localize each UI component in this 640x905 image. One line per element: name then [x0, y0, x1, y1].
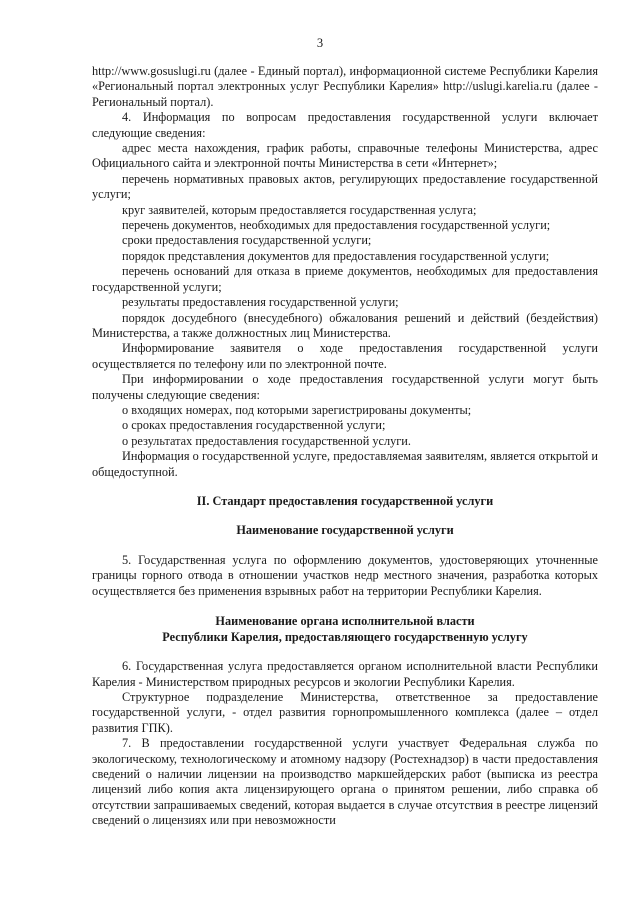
subheading-authority-line1: Наименование органа исполнительной власти — [215, 614, 475, 629]
paragraph: Структурное подразделение Министерства, ответственное за предоставление государственной услуги, - отдел развития горнопромышленного комплекса (далее – отдел развития ГПК). — [92, 690, 598, 735]
paragraph: 4. Информация по вопросам предоставления государственной услуги включает следующие сведения: — [92, 110, 598, 140]
paragraph: 7. В предоставлении государственной услуги участвует Федеральная служба по экологическому, технологическому и атомному надзору (Ростехнадзор) в части предоставления сведений о наличии лицензии на производство маркшейдерских работ (выписка из реестра лицензий либо копия акта лицензирующего органа о принятом решении, либо справка об отсутствии запрашиваемых сведений, которая выдается в случае отсутствия в реестре лицензий сведений о лицензиях или при невозможности — [92, 736, 598, 828]
list-item: порядок представления документов для предоставления государственной услуги; — [122, 248, 550, 263]
paragraph: Информация о государственной услуге, предоставляемая заявителям, является открытой и общедоступной. — [92, 449, 598, 479]
list-item: перечень нормативных правовых актов, регулирующих предоставление государственной услуги; — [92, 171, 598, 202]
list-item: круг заявителей, которым предоставляется государственная услуга; — [122, 202, 477, 217]
list-item: результаты предоставления государственной услуги; — [122, 295, 399, 310]
list-item: адрес места нахождения, график работы, справочные телефоны Министерства, адрес Официального сайта и электронной почты Министерства в сети «Интернет»; — [92, 141, 598, 171]
paragraph: http://www.gosuslugi.ru (далее - Единый портал), информационной системе Республики Карелия «Региональный портал электронных услуг Республики Карелия» http://uslugi.karelia.ru (далее - Региональный портал). — [92, 64, 598, 109]
paragraph: При информировании о ходе предоставления государственной услуги могут быть получены следующие сведения: — [92, 372, 598, 402]
list-item: перечень оснований для отказа в приеме документов, необходимых для предоставления государственной услуги; — [92, 264, 598, 294]
list-item: сроки предоставления государственной услуги; — [122, 233, 372, 248]
subheading-authority-line2: Республики Карелия, предоставляющего государственную услугу — [162, 629, 528, 644]
paragraph: Информирование заявителя о ходе предоставления государственной услуги осуществляется по телефону или по электронной почте. — [92, 341, 598, 371]
paragraph: 5. Государственная услуга по оформлению документов, удостоверяющих уточненные границы горного отвода в отношении участков недр местного значения, разработка которых осуществляется без применения взрывных работ на территории Республики Карелия. — [92, 552, 598, 598]
subheading-service-name: Наименование государственной услуги — [236, 523, 454, 538]
list-item: о входящих номерах, под которыми зарегистрированы документы; — [122, 402, 472, 417]
list-item: о результатах предоставления государственной услуги. — [122, 433, 411, 448]
section-title: II. Стандарт предоставления государственной услуги — [196, 493, 494, 508]
page-number: 3 — [316, 36, 324, 50]
paragraph: 6. Государственная услуга предоставляется органом исполнительной власти Республики Карелия - Министерством природных ресурсов и экологии Республики Карелия. — [92, 659, 598, 689]
list-item: порядок досудебного (внесудебного) обжалования решений и действий (бездействия) Министерства, а также должностных лиц Министерства. — [92, 310, 598, 340]
list-item: перечень документов, необходимых для предоставления государственной услуги; — [122, 218, 551, 233]
list-item: о сроках предоставления государственной услуги; — [122, 418, 386, 433]
document-body — [92, 64, 598, 829]
